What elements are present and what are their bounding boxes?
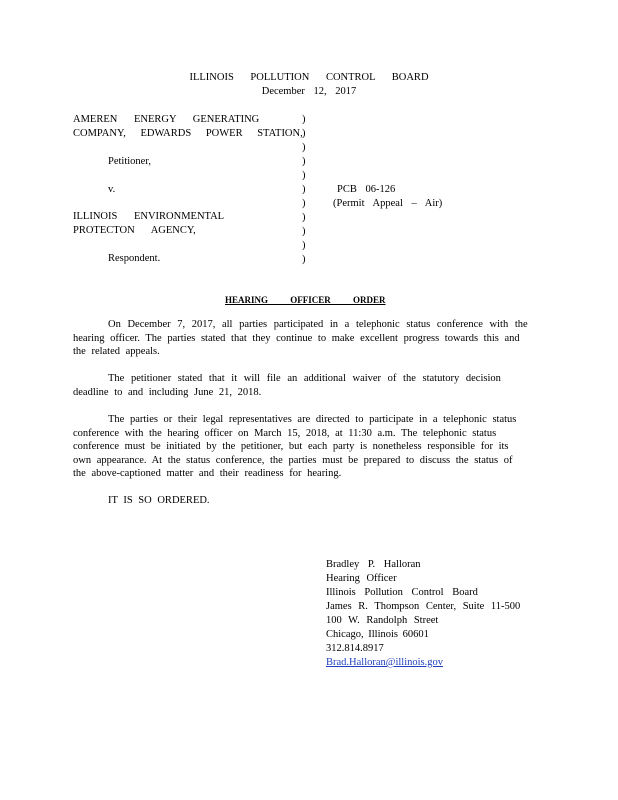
signer-title: Hearing Officer xyxy=(326,573,397,584)
paragraph-line: conference must be initiated by the petitioner, but each party is nonetheless responsible for its xyxy=(73,441,509,452)
paren-mark: ) xyxy=(302,198,306,209)
paren-mark: ) xyxy=(302,170,306,181)
signer-city: Chicago, Illinois 60601 xyxy=(326,629,429,640)
paren-mark: ) xyxy=(302,212,306,223)
signer-email-link[interactable]: Brad.Halloran@illinois.gov xyxy=(326,657,443,668)
paragraph-line: The parties or their legal representatives are directed to participate in a telephonic status xyxy=(108,414,517,425)
respondent-name-line2: PROTECTON AGENCY, xyxy=(73,225,196,236)
signer-name: Bradley P. Halloran xyxy=(326,559,421,570)
paren-mark: ) xyxy=(302,184,306,195)
paragraph-next-conference xyxy=(73,413,533,481)
petitioner-name-line2: COMPANY, EDWARDS POWER STATION, xyxy=(73,128,303,139)
closing-statement: IT IS SO ORDERED. xyxy=(108,495,210,506)
order-date: December 12, 2017 xyxy=(261,86,357,97)
paren-mark: ) xyxy=(302,240,306,251)
board-name: ILLINOIS POLLUTION CONTROL BOARD xyxy=(189,72,429,83)
paren-mark: ) xyxy=(302,226,306,237)
paragraph-waiver xyxy=(73,372,501,399)
paren-mark: ) xyxy=(302,128,306,139)
paragraph-line: own appearance. At the status conference, the parties must be prepared to discuss the status of xyxy=(73,454,513,466)
versus-label: v. xyxy=(108,184,116,195)
paragraph-line: the above-captioned matter and their readiness for hearing. xyxy=(73,468,342,479)
signer-phone: 312.814.8917 xyxy=(326,643,384,654)
respondent-role: Respondent. xyxy=(108,253,161,264)
paragraph-line: the related appeals. xyxy=(73,346,160,357)
signer-address-line1: James R. Thompson Center, Suite 11-500 xyxy=(326,601,521,612)
paragraph-line: hearing officer. The parties stated that they continue to make excellent progress towards this and xyxy=(73,332,520,344)
paren-mark: ) xyxy=(302,114,306,125)
petitioner-role: Petitioner, xyxy=(108,156,152,167)
paragraph-line: The petitioner stated that it will file an additional waiver of the statutory decision xyxy=(108,373,501,384)
paren-mark: ) xyxy=(302,142,306,153)
order-title: HEARING OFFICER ORDER xyxy=(225,295,386,305)
signer-address-line2: 100 W. Randolph Street xyxy=(326,615,439,626)
signer-organization: Illinois Pollution Control Board xyxy=(326,587,478,598)
case-type: (Permit Appeal – Air) xyxy=(333,198,443,209)
paragraph-status-report xyxy=(73,318,543,359)
paren-mark: ) xyxy=(302,254,306,265)
paren-mark: ) xyxy=(302,156,306,167)
case-number: PCB 06-126 xyxy=(337,184,396,195)
paragraph-line: On December 7, 2017, all parties participated in a telephonic status conference with the xyxy=(108,319,528,330)
respondent-name-line1: ILLINOIS ENVIRONMENTAL xyxy=(73,211,225,222)
petitioner-name-line1: AMEREN ENERGY GENERATING xyxy=(73,114,260,125)
paragraph-line: deadline to and including June 21, 2018. xyxy=(73,386,262,398)
paragraph-line: conference with the hearing officer on March 15, 2018, at 11:30 a.m. The telephonic status xyxy=(73,427,497,439)
